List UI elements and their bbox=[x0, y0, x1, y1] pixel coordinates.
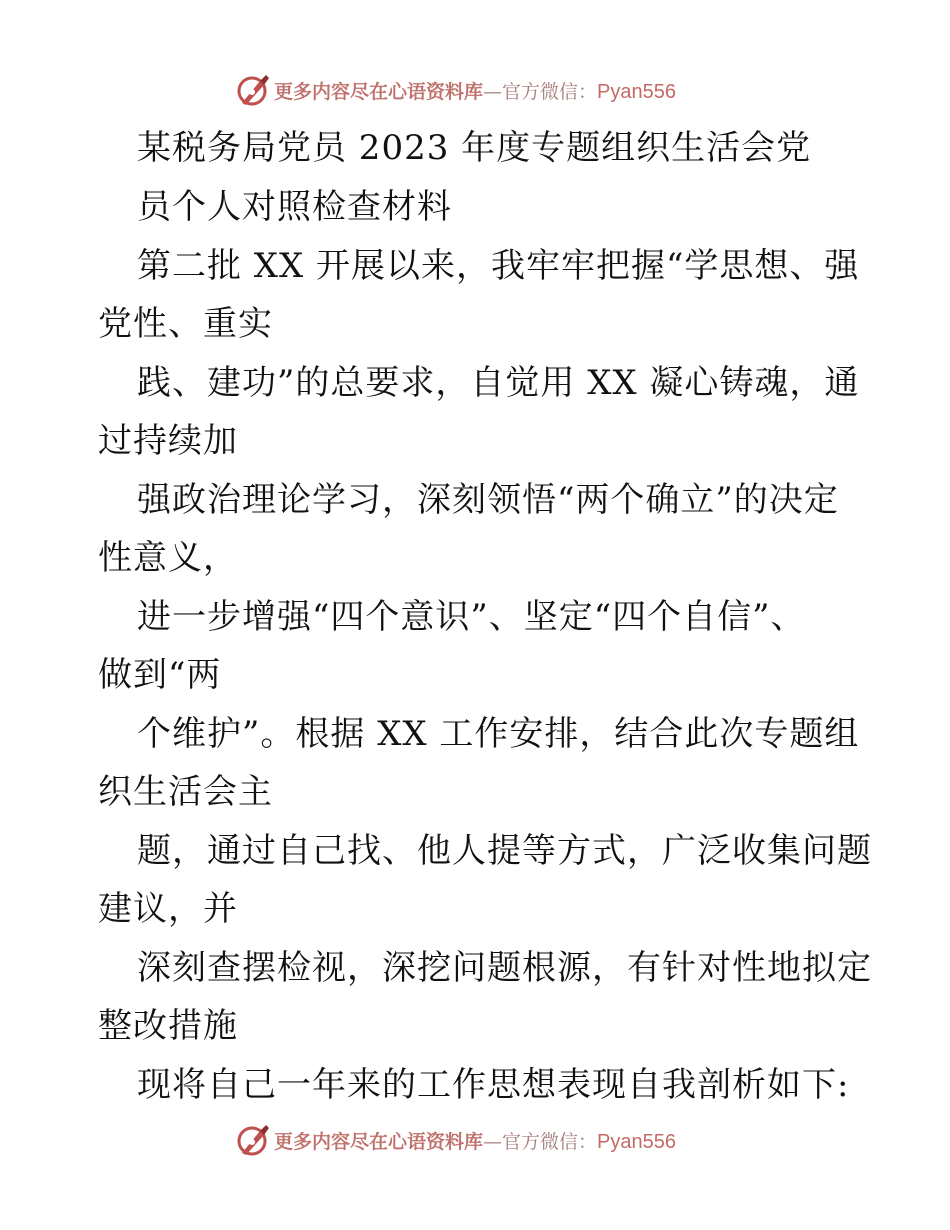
paragraph-line: 整改措施 bbox=[98, 1006, 238, 1046]
footer-watermark bbox=[236, 1122, 676, 1158]
paragraph-line: 深刻查摆检视，深挖问题根源，有针对性地拟定 bbox=[137, 948, 872, 988]
title-line-1: 某税务局党员 2023 年度专题组织生活会党 bbox=[137, 128, 812, 168]
footer-brand-text: 更多内容尽在心语资料库 bbox=[274, 1130, 484, 1153]
title-line-2: 员个人对照检查材料 bbox=[137, 187, 452, 227]
header-brand-text: 更多内容尽在心语资料库 bbox=[274, 80, 484, 103]
paragraph-line: 强政治理论学习，深刻领悟“两个确立”的决定 bbox=[137, 480, 839, 520]
paragraph-line: 个维护”。根据 XX 工作安排，结合此次专题组 bbox=[137, 714, 860, 754]
pen-logo-icon bbox=[236, 73, 270, 107]
header-dash: — bbox=[483, 80, 503, 103]
pen-logo-icon bbox=[236, 1123, 270, 1157]
paragraph-line: 第二批 XX 开展以来，我牢牢把握“学思想、强 bbox=[137, 246, 860, 286]
header-watermark bbox=[236, 72, 676, 108]
paragraph-line: 题，通过自己找、他人提等方式，广泛收集问题 bbox=[137, 831, 872, 871]
paragraph-line: 做到“两 bbox=[98, 655, 222, 695]
paragraph-line: 织生活会主 bbox=[98, 772, 273, 812]
footer-dash: — bbox=[483, 1130, 503, 1153]
paragraph-line: 性意义， bbox=[98, 538, 238, 578]
header-wechat-id: Pyan556 bbox=[597, 80, 676, 103]
header-official-text: 官方微信： bbox=[502, 80, 598, 103]
footer-wechat-id: Pyan556 bbox=[597, 1130, 676, 1153]
paragraph-line: 建议，并 bbox=[98, 889, 238, 929]
footer-official-text: 官方微信： bbox=[502, 1130, 598, 1153]
header-watermark-text bbox=[274, 77, 676, 104]
paragraph-line: 进一步增强“四个意识”、坚定“四个自信”、 bbox=[137, 597, 806, 637]
paragraph-line: 现将自己一年来的工作思想表现自我剖析如下: bbox=[137, 1065, 850, 1105]
paragraph-line: 党性、重实 bbox=[98, 304, 273, 344]
paragraph-line: 践、建功”的总要求，自觉用 XX 凝心铸魂，通 bbox=[137, 363, 860, 403]
footer-watermark-text bbox=[274, 1127, 676, 1154]
paragraph-line: 过持续加 bbox=[98, 421, 238, 461]
